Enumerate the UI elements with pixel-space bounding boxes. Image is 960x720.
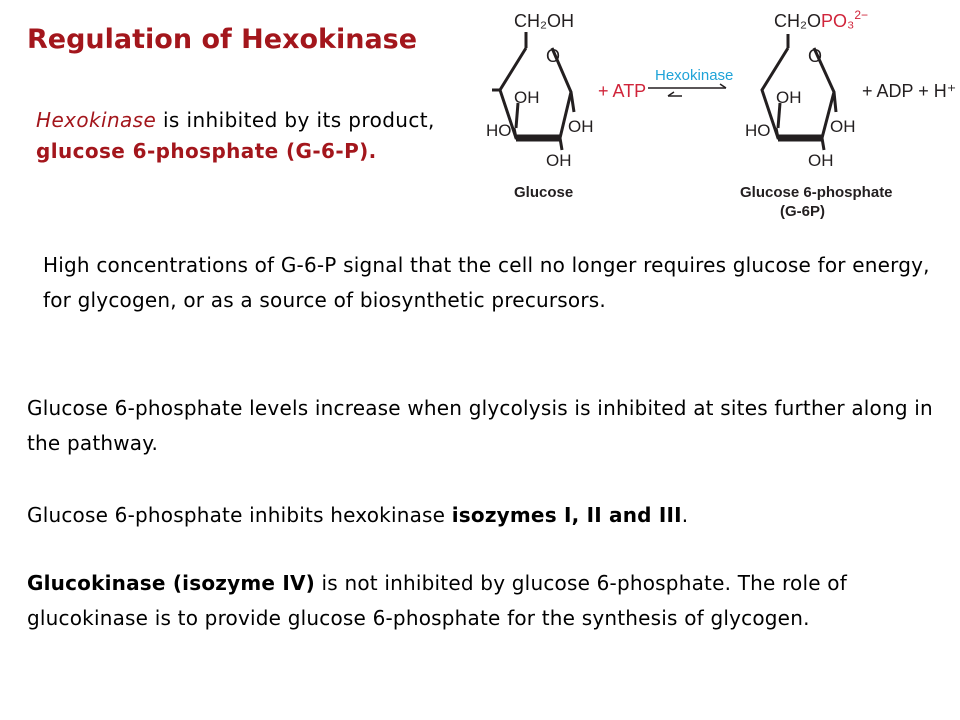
slide-title: Regulation of Hexokinase [27,24,418,55]
paragraph-glucokinase [27,566,947,636]
paragraph-g6p-signal: High concentrations of G-6-P signal that the cell no longer requires glucose for energy, for glycogen, or as a source of biosynthetic precursors. [43,253,930,312]
paragraph-isozymes [27,498,947,533]
intro-paragraph [36,105,456,167]
glucose-ch2oh: CH₂OH [514,11,574,31]
glucose-oh-bottom: OH [546,151,572,170]
g6p-oh-right: OH [830,117,856,136]
g6p-oh-bottom: OH [808,151,834,170]
plus-atp: + ATP [598,81,647,101]
hexokinase-reaction-diagram [470,0,960,230]
g6p-ho-left: HO [745,121,771,140]
enzyme-label: Hexokinase [655,67,734,84]
g6p-ring-o: O [808,46,823,66]
glucose-label: Glucose [514,184,574,201]
g6p-label-line2: (G-6P) [780,203,825,220]
isozymes-bold: isozymes I, II and III [451,503,682,527]
isozymes-text: Glucose 6-phosphate inhibits hexokinase [27,503,452,527]
glucokinase-text: is not inhibited by glucose 6-phosphate. The role of glucokinase is to provide glucose 6-phosphate for the synthesis of glycogen. [27,571,847,630]
g6p-label-line1: Glucose 6-phosphate [740,184,893,201]
reaction-arrows [648,84,726,96]
glucose-oh-top: OH [514,88,540,107]
intro-product: glucose 6-phosphate (G-6-P). [36,139,377,163]
g6p-oh-top: OH [776,88,802,107]
intro-enzyme: Hexokinase [36,108,157,132]
products: + ADP + H⁺ [862,81,957,101]
paragraph-g6p-levels: Glucose 6-phosphate levels increase when glycolysis is inhibited at sites further along in the pathway. [27,396,933,455]
glucokinase-bold: Glucokinase (isozyme IV) [27,571,315,595]
isozymes-end: . [681,503,689,527]
glucose-ring-o: O [546,46,561,66]
glucose-ho-left: HO [486,121,512,140]
glucose-oh-right: OH [568,117,594,136]
intro-text: is inhibited by its product, [156,108,435,132]
g6p-phosphate-group: CH₂OPO₃$^{2-}$ [774,8,869,31]
